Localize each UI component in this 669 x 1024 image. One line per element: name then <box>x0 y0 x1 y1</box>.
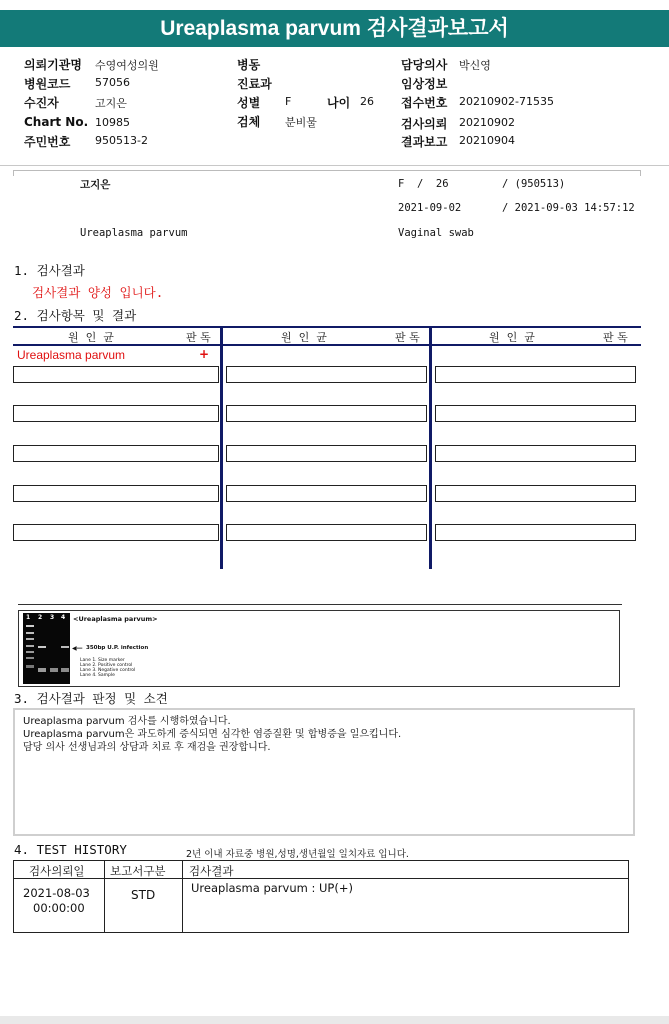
doctor-label: 담당의사 <box>401 58 448 72</box>
table-divider-1 <box>220 326 223 569</box>
col-judgment-3: 판 독 <box>603 331 628 344</box>
result-box <box>13 405 219 422</box>
gel-lane-2: 2 <box>38 614 43 621</box>
result-text: 검사결과 양성 입니다. <box>32 285 164 300</box>
report-label: 결과보고 <box>401 135 448 149</box>
opinion-text <box>15 710 633 754</box>
dept-label: 진료과 <box>237 77 272 91</box>
sex-value: F <box>285 95 292 108</box>
doctor-value: 박신영 <box>459 59 491 72</box>
sex-label: 성별 <box>237 96 261 110</box>
opinion-box <box>13 708 635 836</box>
result-box <box>226 524 427 541</box>
gel-legend-item: Lane 1. Size marker <box>80 658 125 663</box>
summary-name: 고지은 <box>80 179 111 191</box>
summary-date-request: 2021-09-02 <box>398 202 462 214</box>
result-box <box>13 524 219 541</box>
result-box <box>13 366 219 383</box>
gel-legend-item: Lane 4. Sample <box>80 673 115 678</box>
gel-lane-3: 3 <box>50 614 55 621</box>
specimen-value: 분비물 <box>285 116 317 129</box>
result-box <box>226 405 427 422</box>
section4-heading: 4. TEST HISTORY <box>14 842 127 857</box>
col-pathogen-2: 원 인 균 <box>281 331 327 344</box>
gel-title: <Ureaplasma parvum> <box>73 615 158 623</box>
summary-sex-age: F / 26 <box>398 178 449 190</box>
summary-birth: / (950513) <box>502 178 566 190</box>
summary-date-report: / 2021-09-03 14:57:12 <box>502 202 635 214</box>
receipt-value: 20210902-71535 <box>459 95 554 108</box>
opinion-line: Ureaplasma parvum 검사를 시행하였습니다. <box>23 716 231 727</box>
table-divider-2 <box>429 326 432 569</box>
chart-label: Chart No. <box>24 115 89 129</box>
history-col-divider-2 <box>182 860 183 933</box>
specimen-label: 검체 <box>237 115 261 129</box>
rrn-label: 주민번호 <box>24 135 71 149</box>
gel-arrow-icon: ◀— <box>72 645 83 652</box>
gel-lane-1: 1 <box>26 614 31 621</box>
age-label: 나이 <box>327 96 351 110</box>
history-col-result: 검사결과 <box>189 864 234 878</box>
history-time: 00:00:00 <box>33 901 85 915</box>
col-pathogen-3: 원 인 균 <box>489 331 535 344</box>
age-value: 26 <box>360 95 374 108</box>
result-box <box>435 485 636 502</box>
request-label: 검사의뢰 <box>401 117 448 131</box>
col-judgment-2: 판 독 <box>395 331 420 344</box>
history-table <box>13 860 629 933</box>
summary-specimen: Vaginal swab <box>398 227 474 239</box>
hospital-code-value: 57056 <box>95 76 130 89</box>
history-col-date: 검사의뢰일 <box>29 864 85 878</box>
opinion-line: 담당 의사 선생님과의 상담과 치료 후 재검을 권장합니다. <box>23 742 271 753</box>
gel-legend-item: Lane 2. Positive control <box>80 663 133 668</box>
clinical-label: 임상정보 <box>401 77 448 91</box>
gel-lane-4: 4 <box>61 614 66 621</box>
history-col-divider-1 <box>104 860 105 933</box>
summary-divider <box>13 170 641 171</box>
institution-label: 의뢰기관명 <box>24 58 82 72</box>
pathogen-item: Ureaplasma parvum <box>17 348 126 362</box>
result-box <box>435 445 636 462</box>
result-box <box>226 445 427 462</box>
page-footer-bar <box>0 1016 669 1024</box>
summary-test: Ureaplasma parvum <box>80 227 188 239</box>
summary-corner-right <box>640 170 641 176</box>
col-judgment-1: 판 독 <box>186 331 211 344</box>
opinion-line: Ureaplasma parvum은 과도하게 증식되면 심각한 염증질환 및 합병증을 일으킵니다. <box>23 729 402 740</box>
receipt-label: 접수번호 <box>401 96 448 110</box>
gel-legend <box>80 658 135 678</box>
history-date: 2021-08-03 <box>23 886 90 900</box>
result-box <box>226 366 427 383</box>
history-header-rule <box>13 878 629 879</box>
result-box <box>13 485 219 502</box>
rrn-value: 950513-2 <box>95 134 148 147</box>
gel-legend-item: Lane 3. Negative control <box>80 668 136 673</box>
result-box <box>13 445 219 462</box>
patient-label: 수진자 <box>24 96 59 110</box>
chart-value: 10985 <box>95 116 130 129</box>
gel-band-label: 350bp U.P. infection <box>86 645 149 651</box>
result-box <box>435 524 636 541</box>
hospital-code-label: 병원코드 <box>24 77 71 91</box>
ward-label: 병동 <box>237 58 261 72</box>
history-result: Ureaplasma parvum : UP(+) <box>191 881 353 895</box>
gel-image <box>23 613 70 684</box>
section1-heading: 1. 검사결과 <box>14 263 85 278</box>
result-box <box>226 485 427 502</box>
result-box <box>435 366 636 383</box>
history-col-type: 보고서구분 <box>110 864 166 878</box>
summary-corner-left <box>13 170 14 176</box>
result-box <box>435 405 636 422</box>
section3-heading: 3. 검사결과 판정 및 소견 <box>14 691 168 706</box>
pathogen-result: + <box>199 347 210 361</box>
report-value: 20210904 <box>459 134 515 147</box>
history-type: STD <box>131 888 156 902</box>
history-note: 2년 이내 자료중 병원,성명,생년월일 일치자료 입니다. <box>186 849 409 860</box>
patient-value: 고지은 <box>95 97 127 110</box>
col-pathogen-1: 원 인 균 <box>68 331 114 344</box>
gel-top-rule <box>18 604 622 605</box>
table-top-rule <box>13 326 641 328</box>
section2-heading: 2. 검사항목 및 결과 <box>14 308 137 323</box>
report-title: Ureaplasma parvum 검사결과보고서 <box>0 10 669 47</box>
request-value: 20210902 <box>459 116 515 129</box>
institution-value: 수영여성의원 <box>95 59 159 72</box>
